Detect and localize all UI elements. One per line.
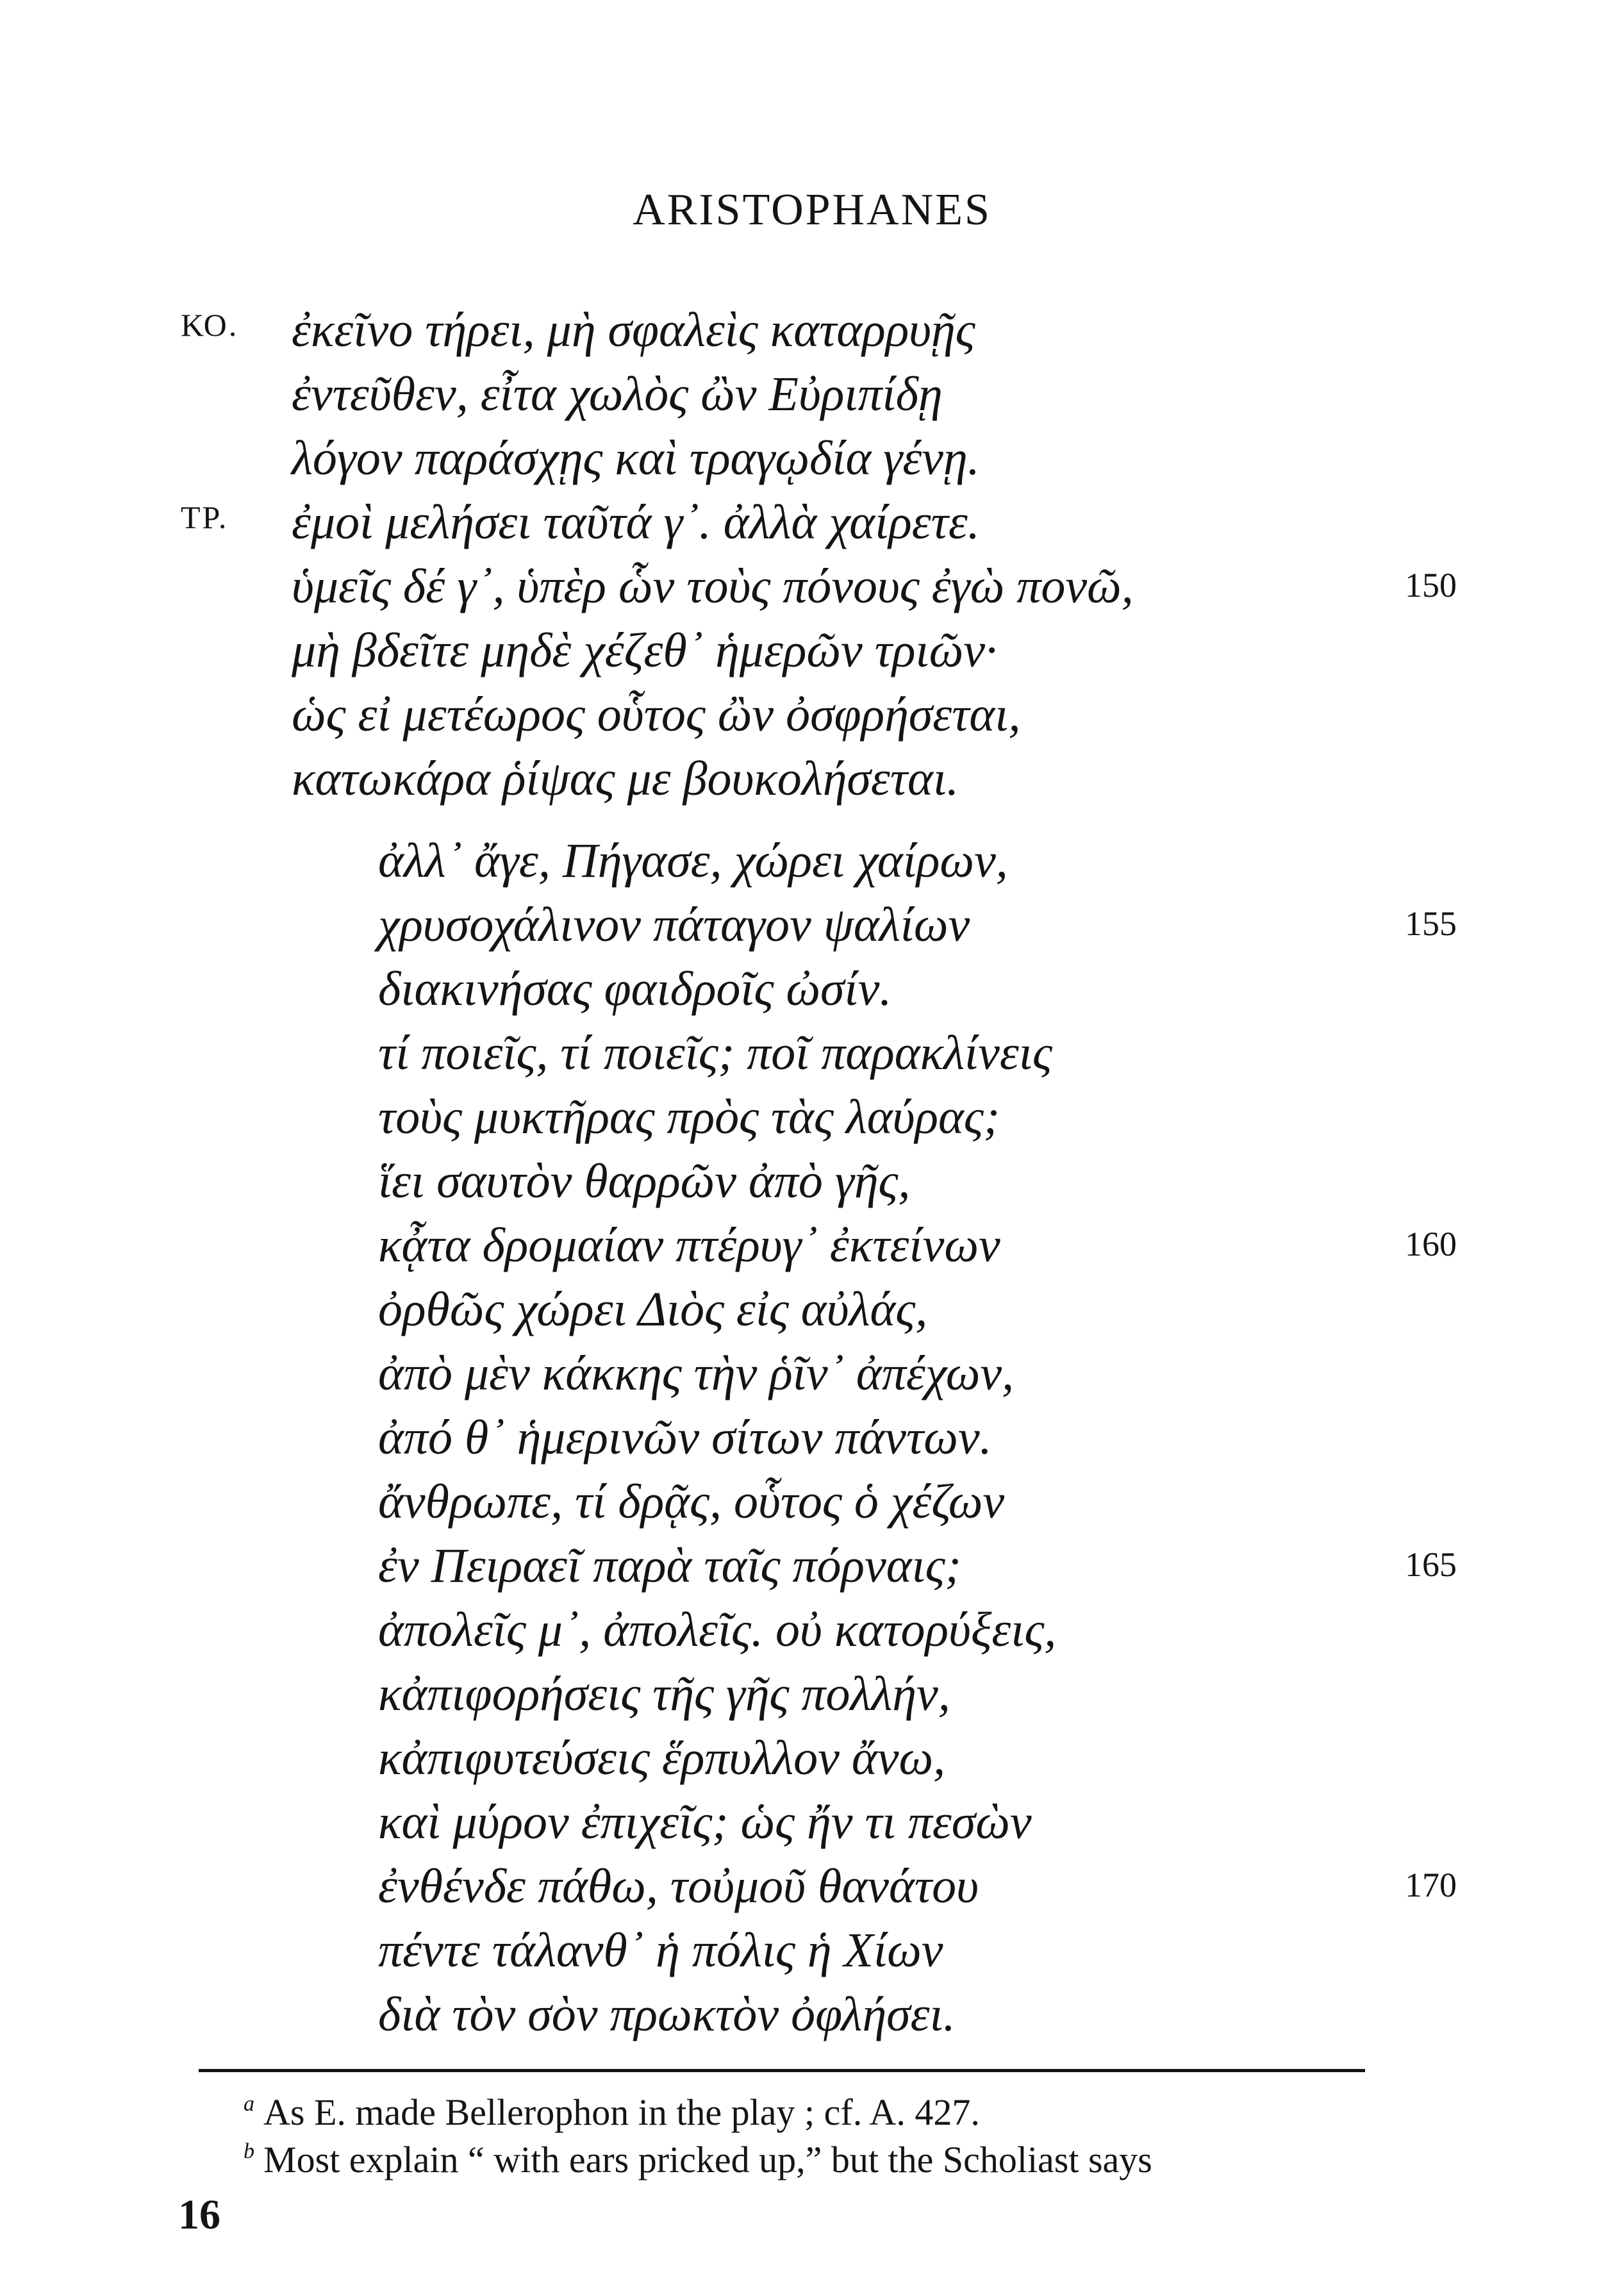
verse-text: ἀπολεῖς μ᾽, ἀπολεῖς. οὐ κατορύξεις, <box>378 1603 1057 1657</box>
verse-text: λόγον παράσχῃς καὶ τραγῳδία γένῃ. <box>292 431 980 485</box>
line-number: 160 <box>1405 1225 1457 1263</box>
verse-text: πέντε τάλανθ᾽ ἡ πόλις ἡ Χίων <box>378 1923 943 1977</box>
line-number: 165 <box>1405 1545 1457 1584</box>
verse-text: ἐντεῦθεν, εἶτα χωλὸς ὢν Εὐριπίδῃ <box>292 367 943 421</box>
verse-text: ἄνθρωπε, τί δρᾷς, οὗτος ὁ χέζων <box>378 1475 1005 1529</box>
verse-text: κἀπιφυτεύσεις ἕρπυλλον ἄνω, <box>378 1731 946 1785</box>
speaker-label: ΚΟ. <box>181 307 239 343</box>
verse-text: ὑμεῖς δέ γ᾽, ὑπὲρ ὧν τοὺς πόνους ἐγὼ πονῶ, <box>292 560 1134 613</box>
verse-text: ὡς εἰ μετέωρος οὗτος ὢν ὀσφρήσεται, <box>292 688 1021 742</box>
verse-text: ἐνθένδε πάθω, τοὐμοῦ θανάτου <box>378 1859 979 1913</box>
verse-text: ἀπὸ μὲν κάκκης τὴν ῥῖν᾽ ἀπέχων, <box>378 1347 1015 1400</box>
verse-text: ἐμοὶ μελήσει ταῦτά γ᾽. ἀλλὰ χαίρετε. <box>292 495 980 549</box>
verse-text: κατωκάρα ῥίψας με βουκολήσεται. <box>292 752 959 806</box>
verse-text: ἐν Πειραεῖ παρὰ ταῖς πόρναις; <box>378 1539 961 1593</box>
verse-text: διακινήσας φαιδροῖς ὠσίν. <box>378 962 892 1016</box>
verse-text: ἵει σαυτὸν θαρρῶν ἀπὸ γῆς, <box>378 1154 911 1208</box>
footnote-marker: a <box>244 2092 254 2116</box>
verse-text: μὴ βδεῖτε μηδὲ χέζεθ᾽ ἡμερῶν τριῶν· <box>292 624 997 677</box>
footnote-rule <box>199 2069 1365 2072</box>
verse-text: κᾆτα δρομαίαν πτέρυγ᾽ ἐκτείνων <box>378 1218 1000 1272</box>
verse-text: τί ποιεῖς, τί ποιεῖς; ποῖ παρακλίνεις <box>378 1026 1052 1080</box>
footnote <box>244 2138 1152 2181</box>
verse-text: κἀπιφορήσεις τῆς γῆς πολλήν, <box>378 1667 950 1721</box>
verse-text: καὶ μύρον ἐπιχεῖς; ὡς ἤν τι πεσὼν <box>378 1795 1032 1849</box>
verse-text: χρυσοχάλινον πάταγον ψαλίων <box>378 898 970 952</box>
verse-text: ἐκεῖνο τήρει, μὴ σφαλεὶς καταρρυῇς <box>292 303 975 357</box>
verse-text: διὰ τὸν σὸν πρωκτὸν ὀφλήσει. <box>378 1988 956 2041</box>
footnote-text: As E. made Bellerophon in the play ; cf. A. 427. <box>263 2091 980 2133</box>
verse-text: ἀλλ᾽ ἄγε, Πήγασε, χώρει χαίρων, <box>378 834 1008 888</box>
footnote-marker: b <box>244 2139 254 2163</box>
line-number: 155 <box>1405 904 1457 943</box>
line-number: 170 <box>1405 1866 1457 1904</box>
page-number: 16 <box>178 2191 220 2238</box>
footnote <box>244 2091 980 2134</box>
speaker-label: ΤΡ. <box>181 499 229 535</box>
verse-text: ἀπό θ᾽ ἡμερινῶν σίτων πάντων. <box>378 1411 992 1465</box>
footnote-text: Most explain “ with ears pricked up,” but the Scholiast says <box>263 2139 1152 2180</box>
verse-text: ὀρθῶς χώρει Διὸς εἰς αὐλάς, <box>378 1283 928 1336</box>
running-head: ARISTOPHANES <box>633 185 991 235</box>
verse-text: τοὺς μυκτῆρας πρὸς τὰς λαύρας; <box>378 1090 1000 1144</box>
line-number: 150 <box>1405 566 1457 604</box>
